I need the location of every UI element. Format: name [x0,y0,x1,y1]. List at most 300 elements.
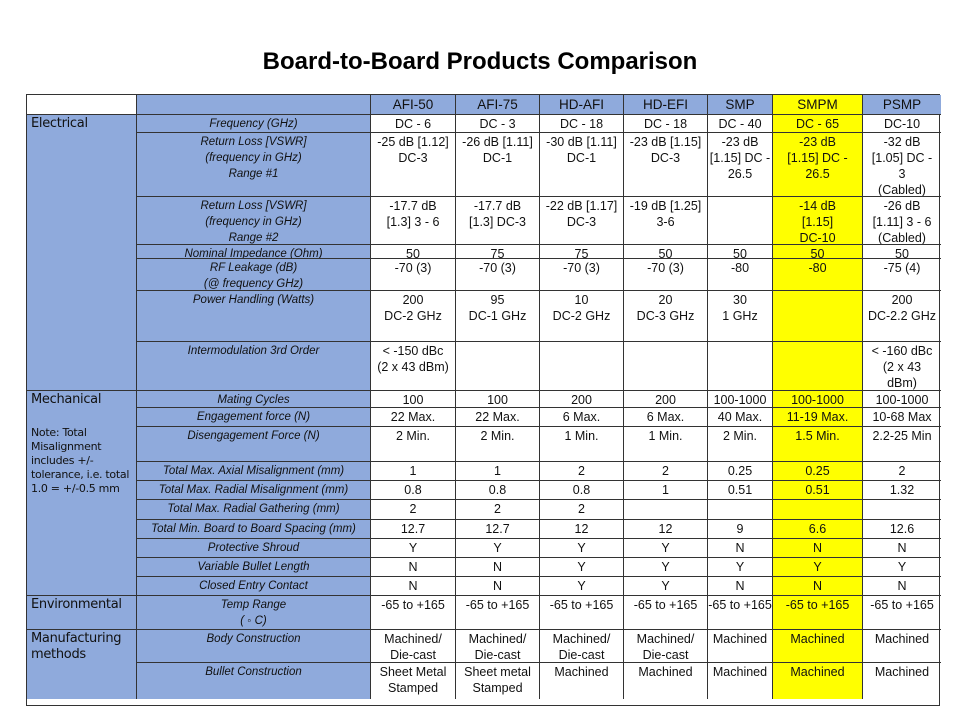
row-parameter [137,596,371,630]
column-header-smpm [773,95,863,115]
cell-value: DC - 18 [643,117,688,131]
data-cell [540,630,624,663]
parameter-label: Nominal Impedance (Ohm) [184,248,323,259]
cell-value: 50 [406,247,420,259]
cell-value: 0.51 [805,483,830,497]
data-cell [708,342,773,391]
cell-value: DC-2 GHz [384,309,442,323]
data-cell [708,577,773,596]
cell-value: 12 [574,522,589,536]
data-cell [863,520,941,539]
row-parameter [137,539,371,558]
header-corner-cell [27,95,137,115]
data-cell [708,245,773,259]
cell-value: Sheet metal [464,665,531,679]
data-cell [773,481,863,500]
data-cell [540,291,624,342]
cell-value: (2 x 43 [882,360,922,374]
data-cell [708,596,773,630]
data-cell [863,539,941,558]
cell-value: 100 [487,393,508,407]
row-parameter [137,500,371,520]
column-header-psmp [863,95,941,115]
cell-value: (Cabled) [878,183,926,197]
cell-value: Machined [712,665,768,679]
cell-value: -26 dB [1.11] [462,135,533,149]
data-cell [371,427,456,462]
data-cell [540,539,624,558]
data-cell [456,596,540,630]
row-parameter [137,481,371,500]
cell-value: 3 [898,167,906,181]
data-cell [624,520,708,539]
comparison-table [26,94,940,706]
data-cell [624,391,708,408]
data-cell [773,558,863,577]
cell-value: 22 Max. [475,410,520,424]
row-parameter [137,408,371,427]
data-cell [371,481,456,500]
row-parameter [137,427,371,462]
cell-value: 10-68 Max [872,410,932,424]
data-cell [456,391,540,408]
cell-value: N [897,579,907,593]
data-cell [540,245,624,259]
data-cell [708,259,773,291]
cell-value: 200 [402,293,424,307]
data-cell [540,133,624,197]
cell-value: 75 [574,247,589,259]
data-cell [456,500,540,520]
cell-value: -23 dB [721,135,759,149]
data-cell [624,462,708,481]
data-cell [624,115,708,133]
cell-value: [1.15] [801,215,834,229]
cell-value: 2 Min. [722,429,758,443]
data-cell [708,291,773,342]
cell-value: 1.5 Min. [795,429,840,443]
parameter-label: Mating Cycles [217,394,290,406]
row-parameter [137,291,371,342]
cell-value: N [812,541,823,555]
cell-value: 12.7 [485,522,510,536]
data-cell [708,630,773,663]
cell-value: 1 [494,464,501,478]
cell-value: Stamped [387,681,439,695]
cell-value: Y [661,579,670,593]
data-cell [540,391,624,408]
data-cell [540,520,624,539]
category-manufacturing [27,630,137,699]
cell-value: -32 dB [883,135,921,149]
cell-value: -65 to +165 [785,598,850,612]
cell-value: Stamped [472,681,523,695]
cell-value: 3-6 [656,215,675,229]
data-cell [773,577,863,596]
cell-value: -70 (3) [647,261,684,275]
data-cell [773,408,863,427]
category-electrical [27,115,137,391]
parameter-label: Bullet Construction [205,666,302,678]
data-cell [863,115,941,133]
data-cell [456,115,540,133]
cell-value: Y [735,560,745,574]
cell-value: 1 Min. [564,429,599,443]
cell-value: Machined [712,632,768,646]
cell-value: Machined [790,665,845,679]
column-header-smp [708,95,773,115]
data-cell [371,630,456,663]
cell-value: N [735,579,745,593]
cell-value: DC - 6 [394,117,432,131]
data-cell [624,558,708,577]
data-cell [863,197,941,245]
cell-value: DC-1 [566,151,597,165]
cell-value: < -150 dBc [382,344,444,358]
data-cell [863,342,941,391]
data-cell [371,462,456,481]
cell-value: 2 [578,464,585,478]
data-cell [624,500,708,520]
data-cell [624,259,708,291]
data-cell [773,539,863,558]
cell-value: 2 [578,502,585,516]
cell-value: N [408,579,418,593]
cell-value: -65 to +165 [549,598,614,612]
data-cell [863,408,941,427]
cell-value: 40 Max. [717,410,763,424]
cell-value: DC-2.2 GHz [867,309,937,323]
data-cell [624,539,708,558]
cell-value: DC-3 GHz [636,309,695,323]
column-header-label: PSMP [882,97,922,112]
cell-value: 20 [658,293,673,307]
data-cell [624,408,708,427]
cell-value: 0.25 [727,464,753,478]
cell-value: N [492,560,503,574]
parameter-label: Body Construction [206,633,301,645]
cell-value: -70 (3) [394,261,432,275]
data-cell [863,133,941,197]
cell-value: Machined [874,665,930,679]
cell-value: Die-cast [558,648,605,662]
cell-value: Y [661,541,670,555]
cell-value: 30 [733,293,747,307]
cell-value: 1 [662,483,669,497]
data-cell [773,630,863,663]
cell-value: 2 [898,464,906,478]
data-cell [371,539,456,558]
data-cell [456,291,540,342]
parameter-label: Closed Entry Contact [199,580,308,592]
data-cell [371,596,456,630]
data-cell [456,520,540,539]
cell-value: -17.7 dB [473,199,522,213]
cell-value: 100 [402,393,424,407]
data-cell [624,197,708,245]
row-parameter [137,558,371,577]
cell-value: Machined [554,665,609,679]
data-cell [708,558,773,577]
data-cell [773,259,863,291]
data-cell [456,342,540,391]
cell-value: Y [577,579,586,593]
cell-value: Die-cast [474,648,521,662]
data-cell [624,577,708,596]
cell-value: DC-3 [566,215,597,229]
cell-value: DC-3 [398,151,428,165]
parameter-label: Frequency (GHz) [209,118,298,130]
parameter-label: Total Max. Radial Misalignment (mm) [158,484,349,496]
cell-value: DC - 65 [795,117,840,131]
cell-value: 100-1000 [875,393,929,407]
cell-value: -80 [730,261,750,275]
data-cell [773,197,863,245]
cell-value: [1.15] DC - [787,151,848,165]
cell-value: 50 [658,247,673,259]
cell-value: 1 GHz [722,309,758,323]
data-cell [624,427,708,462]
data-cell [773,427,863,462]
data-cell [773,663,863,699]
data-cell [863,663,941,699]
parameter-label: Return Loss [VSWR] [200,136,307,148]
cell-value: Y [577,560,586,574]
data-cell [371,259,456,291]
data-cell [540,577,624,596]
data-cell [371,520,456,539]
cell-value: [1.3] DC-3 [469,215,526,229]
parameter-label: Total Max. Axial Misalignment (mm) [162,465,345,477]
data-cell [708,197,773,245]
cell-value: -65 to +165 [381,598,445,612]
data-cell [624,291,708,342]
row-parameter [137,197,371,245]
cell-value: -14 dB [799,199,836,213]
data-cell [540,259,624,291]
data-cell [456,197,540,245]
cell-value: 200 [655,393,676,407]
column-header-label: HD-AFI [559,97,604,112]
cell-value: 22 Max. [390,410,436,424]
data-cell [371,391,456,408]
cell-value: 100-1000 [791,393,844,407]
column-header-label: AFI-75 [477,97,518,112]
column-header-hd-efi [624,95,708,115]
cell-value: 0.51 [727,483,753,497]
data-cell [773,291,863,342]
data-cell [863,630,941,663]
category-mechanical [27,391,137,596]
data-cell [371,663,456,699]
cell-value: -65 to +165 [465,598,530,612]
data-cell [773,133,863,197]
data-cell [540,500,624,520]
data-cell [708,115,773,133]
data-cell [708,520,773,539]
parameter-label: Total Max. Radial Gathering (mm) [167,503,340,515]
data-cell [708,663,773,699]
cell-value: DC-1 GHz [468,309,527,323]
data-cell [371,342,456,391]
cell-value: 1 [409,464,417,478]
parameter-label: ( ◦ C) [240,615,267,627]
cell-value: 200 [891,293,913,307]
cell-value: Y [577,541,586,555]
cell-value: Y [493,541,502,555]
cell-value: 50 [810,247,825,259]
data-cell [456,481,540,500]
parameter-label: (frequency in GHz) [205,152,302,164]
cell-value: -65 to +165 [633,598,698,612]
data-cell [456,133,540,197]
data-cell [863,291,941,342]
parameter-label: Total Min. Board to Board Spacing (mm) [151,523,356,535]
data-cell [456,427,540,462]
cell-value: 2.2-25 Min [872,429,932,443]
data-cell [863,462,941,481]
cell-value: 2 Min. [480,429,515,443]
cell-value: 2 Min. [395,429,431,443]
cell-value: -65 to +165 [708,598,772,612]
data-cell [456,663,540,699]
data-cell [863,558,941,577]
data-cell [371,133,456,197]
row-parameter [137,520,371,539]
cell-value: Y [661,560,670,574]
data-cell [863,481,941,500]
cell-value: Y [897,560,907,574]
cell-value: DC-3 [650,151,681,165]
data-cell [708,539,773,558]
data-cell [708,133,773,197]
cell-value: N [492,579,503,593]
data-cell [708,481,773,500]
data-cell [773,462,863,481]
cell-value: Machined/ [552,632,611,646]
data-cell [624,663,708,699]
cell-value: DC - 40 [718,117,762,131]
parameter-label: Engagement force (N) [196,411,311,423]
cell-value: 0.8 [572,483,591,497]
cell-value: -23 dB [799,135,836,149]
cell-value: 2 [494,502,501,516]
data-cell [708,500,773,520]
data-cell [863,391,941,408]
cell-value: DC - 18 [559,117,604,131]
parameter-label: Power Handling (Watts) [192,294,315,306]
cell-value: -70 (3) [563,261,600,275]
category-label: Electrical [31,116,88,131]
cell-value: 11-19 Max. [786,410,849,424]
category-label: Manufacturing methods [31,631,122,662]
data-cell [371,115,456,133]
cell-value: N [812,579,823,593]
cell-value: Y [408,541,418,555]
row-parameter [137,391,371,408]
cell-value: [1.05] DC - [871,151,933,165]
cell-value: dBm) [887,376,917,390]
cell-value: DC-10 [883,117,921,131]
cell-value: 0.8 [404,483,422,497]
data-cell [708,408,773,427]
column-header-afi-75 [456,95,540,115]
parameter-label: (@ frequency GHz) [203,278,304,290]
data-cell [708,462,773,481]
column-header-label: SMP [725,97,755,112]
data-cell [863,577,941,596]
parameter-label: Range #1 [228,168,279,180]
data-cell [540,115,624,133]
cell-value: 100-1000 [713,393,767,407]
data-cell [371,500,456,520]
data-cell [371,577,456,596]
column-header-label: HD-EFI [643,97,688,112]
column-header-label: AFI-50 [392,97,434,112]
data-cell [371,291,456,342]
cell-value: 26.5 [805,167,830,181]
data-cell [540,558,624,577]
parameter-label: Range #2 [228,232,279,244]
cell-value: [1.11] 3 - 6 [872,215,932,229]
cell-value: 6 Max. [562,410,601,424]
data-cell [863,427,941,462]
data-cell [624,630,708,663]
column-header-hd-afi [540,95,624,115]
cell-value: Machined/ [468,632,527,646]
cell-value: -75 (4) [883,261,921,275]
data-cell [863,596,941,630]
data-cell [456,630,540,663]
data-cell [624,481,708,500]
row-parameter [137,259,371,291]
cell-value: 2 [662,464,669,478]
cell-value: -65 to +165 [870,598,934,612]
cell-value: Die-cast [642,648,689,662]
data-cell [624,342,708,391]
row-parameter [137,577,371,596]
cell-value: 26.5 [727,167,753,181]
parameter-label: Return Loss [VSWR] [200,200,307,212]
data-cell [773,391,863,408]
data-cell [540,342,624,391]
cell-value: Machined [874,632,930,646]
cell-value: -80 [808,261,827,275]
cell-value: -23 dB [1.15] [629,135,702,149]
data-cell [456,462,540,481]
data-cell [773,596,863,630]
cell-value: -25 dB [1.12] [377,135,449,149]
cell-value: 10 [574,293,589,307]
cell-value: N [897,541,907,555]
cell-value: -22 dB [1.17] [545,199,618,213]
cell-value: N [408,560,418,574]
data-cell [863,245,941,259]
cell-value: 1.32 [889,483,915,497]
data-cell [540,462,624,481]
parameter-label: Variable Bullet Length [197,561,310,573]
cell-value: 12.7 [400,522,426,536]
mechanical-note: Note: Total Misalignment includes +/- tolerance, i.e. total 1.0 = +/-0.5 mm [31,426,130,495]
data-cell [456,558,540,577]
data-cell [624,245,708,259]
cell-value: -26 dB [883,199,921,213]
cell-value: (2 x 43 dBm) [377,360,449,374]
data-cell [371,245,456,259]
category-environmental [27,596,137,630]
data-cell [624,133,708,197]
cell-value: DC-10 [799,231,836,245]
